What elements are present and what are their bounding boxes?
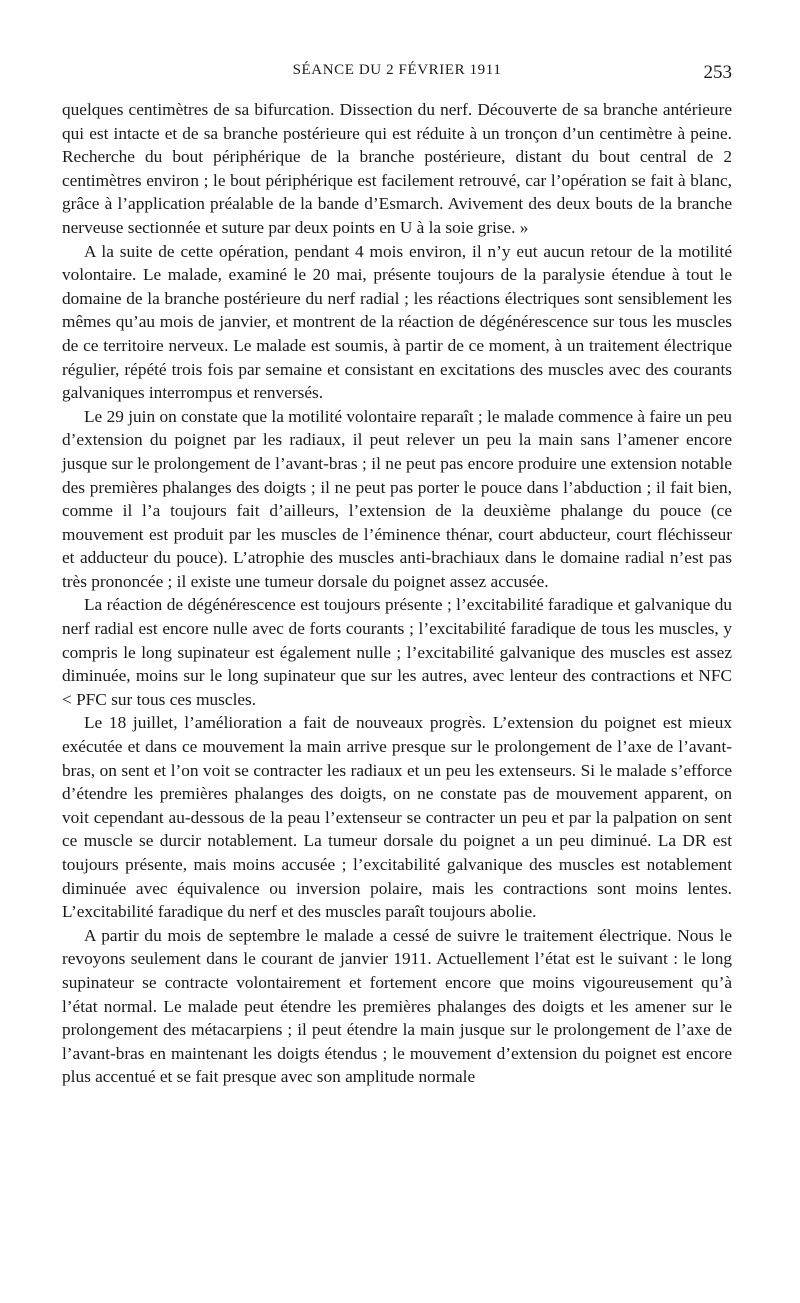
body-text — [62, 98, 732, 1089]
paragraph-3: Le 29 juin on constate que la motilité volontaire reparaît ; le malade commence à faire un peu d’extension du poignet par les radiaux, il peut relever un peu la main sans l’amener encore jusque sur le prolongement de l’avant-bras ; il ne peut pas encore produire une extension notable des premières phalanges des doigts ; il ne peut pas porter le pouce dans l’abduction ; il fait bien, comme il l’a toujours fait d’ailleurs, l’extension de la deuxième phalange du pouce (ce mouvement est produit par les muscles de l’éminence thénar, court abducteur, court fléchisseur et adducteur du pouce). L’atrophie des muscles anti-brachiaux dans le domaine radial n’est pas très prononcée ; il existe une tumeur dorsale du poignet assez accusée. — [62, 406, 732, 591]
page-number: 253 — [703, 62, 732, 83]
paragraph-1: quelques centimètres de sa bifurcation. Dissection du nerf. Découverte de sa branche antérieure qui est intacte et de sa branche postérieure qui est réduite à un tronçon d’un centimètre à peine. Recherche du bout périphérique de la branche postérieure, distant du bout central de 2 centimètres environ ; le bout périphérique est facilement retrouvé, car l’opération se fait à blanc, grâce à l’application préalable de la bande d’Esmarch. Avivement des deux bouts de la branche nerveuse sectionnée et suture par deux points en U à la soie grise. » — [62, 100, 732, 237]
paragraph-2: A la suite de cette opération, pendant 4 mois environ, il n’y eut aucun retour de la motilité volontaire. Le malade, examiné le 20 mai, présente toujours de la paralysie étendue à tout le domaine de la branche postérieure du nerf radial ; les réactions électriques sont sensiblement les mêmes qu’au mois de janvier, et montrent de la réaction de dégénérescence sur tous les muscles de ce territoire nerveux. Le malade est soumis, à partir de ce moment, à un traitement électrique régulier, répété trois fois par semaine et consistant en excitations des muscles avec des courants galvaniques interrompus et renversés. — [62, 241, 732, 403]
paragraph-5: Le 18 juillet, l’amélioration a fait de nouveaux progrès. L’extension du poignet est mieux exécutée et dans ce mouvement la main arrive presque sur le prolongement de l’axe de l’avant-bras, on sent et l’on voit se contracter les radiaux et un peu les extenseurs. Si le malade s’efforce d’étendre les premières phalanges des doigts, on ne constate pas de mouvement apparent, on voit cependant au-dessous de la peau l’extenseur se contracter un peu et par la palpation on sent ce muscle se durcir notablement. La tumeur dorsale du poignet a un peu diminué. La DR est toujours présente, mais moins accusée ; l’excitabilité galvanique des muscles est notablement diminuée avec équivalence ou inversion polaire, mais les contractions sont moins lentes. L’excitabilité faradique du nerf et des muscles paraît toujours abolie. — [62, 713, 732, 922]
paragraph-4: La réaction de dégénérescence est toujours présente ; l’excitabilité faradique et galvanique du nerf radial est encore nulle avec de forts courants ; l’excitabilité faradique de tous les muscles, y compris le long supinateur est également nulle ; l’excitabilité galvanique des muscles est assez diminuée, moins sur le long supinateur que sur les autres, avec lenteur des contractions et NFC < PFC sur tous ces muscles. — [62, 595, 732, 709]
running-header — [62, 62, 732, 84]
page-header-title: SÉANCE DU 2 FÉVRIER 1911 — [292, 62, 502, 78]
paragraph-6: A partir du mois de septembre le malade a cessé de suivre le traitement électrique. Nous le revoyons seulement dans le courant de janvier 1911. Actuellement l’état est le suivant : le long supinateur se contracte volontairement et fortement encore que moins vigoureusement qu’à l’état normal. Le malade peut étendre les premières phalanges des doigts et les amener sur le prolongement des métacarpiens ; il peut étendre la main jusque sur le prolongement de l’axe de l’avant-bras en maintenant les doigts étendus ; le mouvement d’extension du poignet est encore plus accentué et se fait presque avec son amplitude normale — [62, 925, 732, 1087]
